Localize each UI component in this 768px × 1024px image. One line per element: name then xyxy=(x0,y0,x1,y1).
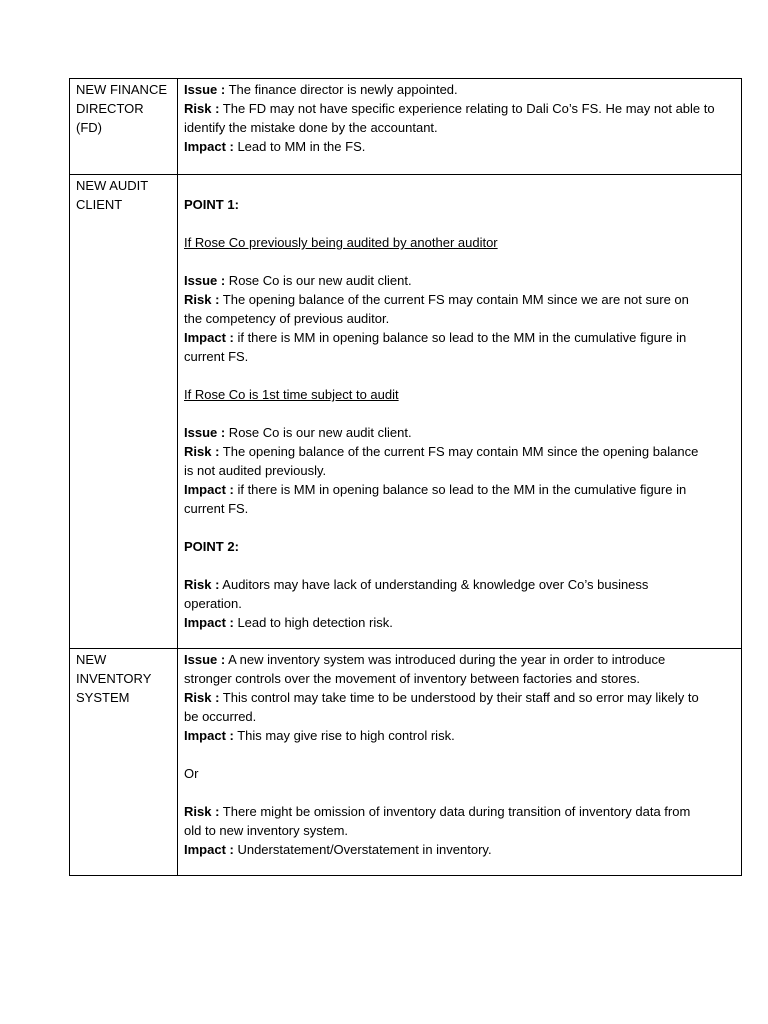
content-line xyxy=(184,537,735,556)
content-line xyxy=(184,137,735,156)
audit-risk-table xyxy=(69,78,742,876)
line-text: if there is MM in opening balance so lead to the MM in the cumulative figure in xyxy=(233,330,687,345)
content-line xyxy=(184,195,735,214)
row-label-line: DIRECTOR (FD) xyxy=(76,101,144,135)
term-label: Issue : xyxy=(184,652,226,667)
row-label-line: CLIENT xyxy=(76,197,123,212)
line-text: This control may take time to be understood by their staff and so error may likely to xyxy=(219,690,699,705)
term-label: Risk : xyxy=(184,444,220,459)
term-label: Issue : xyxy=(184,425,226,440)
content-line xyxy=(184,290,735,309)
content-line xyxy=(184,802,735,821)
term-label: Risk : xyxy=(184,690,220,705)
line-text: current FS. xyxy=(184,349,249,364)
row-content-cell xyxy=(178,649,742,876)
table-row-new-audit-client xyxy=(70,175,742,649)
content-line xyxy=(184,385,735,404)
term-label: Impact : xyxy=(184,728,234,743)
spacer xyxy=(184,176,735,195)
content-line xyxy=(184,707,735,726)
table-row-new-inventory-system xyxy=(70,649,742,876)
content-line xyxy=(184,840,735,859)
line-text: Rose Co is our new audit client. xyxy=(225,425,412,440)
spacer xyxy=(184,214,735,233)
row-label-line: NEW FINANCE xyxy=(76,82,167,97)
line-text: The opening balance of the current FS may contain MM since we are not sure on xyxy=(219,292,689,307)
line-text: Lead to high detection risk. xyxy=(233,615,393,630)
line-text: This may give rise to high control risk. xyxy=(233,728,455,743)
content-line xyxy=(184,461,735,480)
line-text: the competency of previous auditor. xyxy=(184,311,390,326)
row-label-cell xyxy=(70,79,178,175)
content-line xyxy=(184,309,735,328)
content-line xyxy=(184,271,735,290)
content-line xyxy=(184,821,735,840)
scenario-heading: If Rose Co is 1st time subject to audit xyxy=(184,387,399,402)
line-text: old to new inventory system. xyxy=(184,823,349,838)
content-line xyxy=(184,764,735,783)
line-text: There might be omission of inventory data during transition of inventory data from xyxy=(219,804,691,819)
content-line xyxy=(184,480,735,499)
line-text: Lead to MM in the FS. xyxy=(233,139,366,154)
row-label-line: SYSTEM xyxy=(76,690,130,705)
content-line xyxy=(184,650,735,669)
term-label: Risk : xyxy=(184,804,220,819)
term-label: Impact : xyxy=(184,330,234,345)
spacer xyxy=(184,252,735,271)
spacer xyxy=(184,366,735,385)
row-content-cell xyxy=(178,175,742,649)
content-line xyxy=(184,575,735,594)
term-label: Impact : xyxy=(184,139,234,154)
content-line xyxy=(184,499,735,518)
line-text: current FS. xyxy=(184,501,249,516)
line-text: operation. xyxy=(184,596,242,611)
spacer xyxy=(184,745,735,764)
scenario-heading: If Rose Co previously being audited by another auditor xyxy=(184,235,498,250)
content-line xyxy=(184,726,735,745)
line-text: be occurred. xyxy=(184,709,257,724)
content-line xyxy=(184,442,735,461)
content-line xyxy=(184,347,735,366)
content-line xyxy=(184,613,735,632)
term-label: Risk : xyxy=(184,292,220,307)
row-content-cell xyxy=(178,79,742,175)
line-text: is not audited previously. xyxy=(184,463,327,478)
line-text: identify the mistake done by the accountant. xyxy=(184,120,438,135)
line-text: The FD may not have specific experience relating to Dali Co’s FS. He may not able to xyxy=(219,101,715,116)
line-text: Or xyxy=(184,766,199,781)
line-text: stronger controls over the movement of inventory between factories and stores. xyxy=(184,671,640,686)
spacer xyxy=(184,518,735,537)
line-text: Understatement/Overstatement in inventory. xyxy=(233,842,492,857)
line-text: The finance director is newly appointed. xyxy=(225,82,458,97)
term-label: Issue : xyxy=(184,82,226,97)
spacer xyxy=(184,556,735,575)
row-label-cell xyxy=(70,649,178,876)
content-line xyxy=(184,423,735,442)
content-line xyxy=(184,80,735,99)
line-text: Auditors may have lack of understanding & knowledge over Co’s business xyxy=(219,577,649,592)
table-row-new-finance-director xyxy=(70,79,742,175)
content-line xyxy=(184,688,735,707)
spacer xyxy=(184,404,735,423)
content-line xyxy=(184,594,735,613)
row-label-line: INVENTORY xyxy=(76,671,152,686)
term-label: Impact : xyxy=(184,482,234,497)
line-text: if there is MM in opening balance so lead to the MM in the cumulative figure in xyxy=(233,482,687,497)
term-label: Issue : xyxy=(184,273,226,288)
term-label: Risk : xyxy=(184,577,220,592)
point-heading: POINT 1: xyxy=(184,197,239,212)
content-line xyxy=(184,233,735,252)
term-label: Impact : xyxy=(184,842,234,857)
content-line xyxy=(184,99,735,118)
line-text: A new inventory system was introduced during the year in order to introduce xyxy=(225,652,666,667)
line-text: The opening balance of the current FS may contain MM since the opening balance xyxy=(219,444,699,459)
line-text: Rose Co is our new audit client. xyxy=(225,273,412,288)
row-label-line: NEW AUDIT xyxy=(76,178,149,193)
term-label: Risk : xyxy=(184,101,220,116)
row-label-line: NEW xyxy=(76,652,107,667)
term-label: Impact : xyxy=(184,615,234,630)
content-line xyxy=(184,118,735,137)
content-line xyxy=(184,328,735,347)
row-label-cell xyxy=(70,175,178,649)
spacer xyxy=(184,783,735,802)
point-heading: POINT 2: xyxy=(184,539,239,554)
content-line xyxy=(184,669,735,688)
